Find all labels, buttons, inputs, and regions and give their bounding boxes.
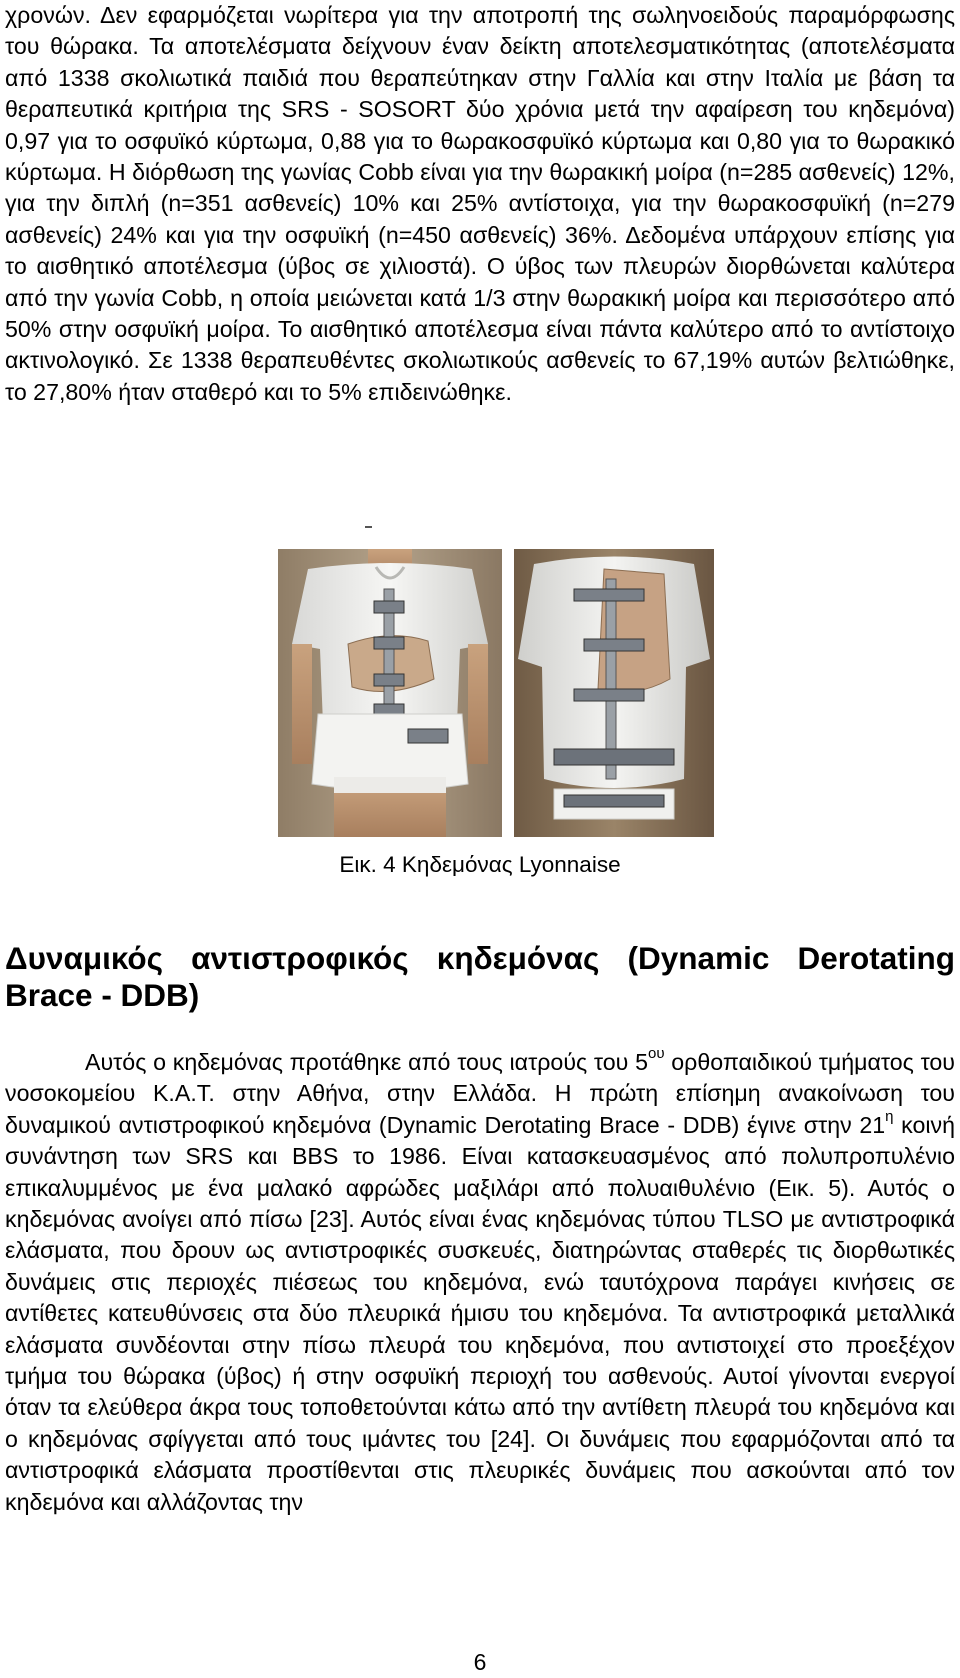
page-number: 6 (473, 1649, 487, 1675)
body-paragraph-lyon-results: χρονών. Δεν εφαρμόζεται νωρίτερα για την αποτροπή της σωληνοειδούς παραμόρφωσης του θώρακα. Τα αποτελέσματα δείχνουν έναν δείκτη αποτελεσματικότητας (αποτελέσματα από 1338 σκολιωτικά παιδιά που θεραπεύτηκαν στην Γαλλία και στην Ιταλία με βάση τα θεραπευτικά κριτήρια της SRS - SOSORT δύο χρόνια μετά την αφαίρεση του κηδεμόνα) 0,97 για το οσφυϊκό κύρτωμα, 0,88 για το θωρακοσφυϊκό κύρτωμα και 0,80 για το θωρακικό κύρτωμα. Η διόρθωση της γωνίας Cobb είναι για την θωρακική μοίρα (n=285 ασθενείς) 12%, για την διπλή (n=351 ασθενείς) 10% και 25% αντίστοιχα, για την θωρακοσφυϊκή (n=279 ασθενείς) 24% και για την οσφυϊκή (n=450 ασθενείς) 36%. Δεδομένα υπάρχουν επίσης για το αισθητικό αποτέλεσμα (ύβος σε χιλιοστά). Ο ύβος των πλευρών διορθώνεται καλύτερα από την γωνία Cobb, η οποία μειώνεται κατά 1/3 στην θωρακική μοίρα και περισσότερο από 50% στην οσφυϊκή μοίρα. Το αισθητικό αποτέλεσμα είναι πάντα καλύτερο από το αντίστοιχο ακτινολογικό. Σε 1338 θεραπευθέντες σκολιωτικούς ασθενείς το 67,19% αυτών βελτιώθηκε, το 27,80% ήταν σταθερό και το 5% επιδεινώθηκε. (5, 2, 955, 405)
ddb-text-part-2: ορθοπαιδικού τμήματος του νοσοκομείου Κ.Α.Τ. στην Αθήνα, στην Ελλάδα. Η πρώτη επίσημη ανακοίνωση του δυναμικού αντιστροφικού κηδεμόνα (Dynamic Derotating Brace - DDB) έγινε στην 21 (5, 1049, 955, 1138)
brace-photo-front (278, 549, 502, 837)
brace-photo-back (514, 549, 714, 837)
stray-dash-mark (365, 526, 372, 528)
ddb-superscript-ordinal-2: η (885, 1107, 894, 1125)
ddb-text-part-3: κοινή συνάντηση των SRS και BBS το 1986. Είναι κατασκευασμένος από πολυπροπυλένιο επικαλυμμένος με ένα μαλακό αφρώδες μαξιλάρι από πολυαιθυλένιο (Εικ. 5). Αυτός ο κηδεμόνας ανοίγει από πίσω [23]. Αυτός είναι ένας κηδεμόνας τύπου TLSO με αντιστροφικά ελάσματα, που δρουν ως αντιστροφικές συσκευές, διατηρώντας σταθερές τις διορθωτικές δυνάμεις στις περιοχές πιέσεως του κηδεμόνα, ενώ ταυτόχρονα παράγει κινήσεις σε αντίθετες κατευθύνσεις στα δύο πλευρικά ήμισυ του κηδεμόνα. Τα αντιστροφικά μεταλλικά ελάσματα συνδέονται στην πίσω πλευρά του κηδεμόνα, που αντιστοιχεί στο προεξέχον τμήμα του θώρακα (ύβος) ή στην οσφυϊκή περιοχή του ασθενούς. Αυτοί γίνονται ενεργοί όταν τα ελεύθερα άκρα τους τοποθετούνται κάτω από την αντίθετη πλευρά του κηδεμόνα και ο κηδεμόνας σφίγγεται από τους ιμάντες του [24]. Οι δυνάμεις που εφαρμόζονται από τα αντιστροφικά ελάσματα προστίθενται στις πλευρικές δυνάμεις που ασκούνται από τον κηδεμόνα και αλλάζοντας την (5, 1111, 956, 1515)
body-paragraph-ddb (5, 1047, 955, 1518)
ddb-text-part-1: Αυτός ο κηδεμόνας προτάθηκε από τους ιατρούς του 5 (85, 1049, 648, 1075)
ddb-superscript-ordinal-1: ου (647, 1045, 665, 1062)
figure-caption: Εικ. 4 Κηδεμόνας Lyonnaise (339, 852, 621, 877)
section-heading-ddb: Δυναμικός αντιστροφικός κηδεμόνας (Dynamic Derotating Brace - DDB) (5, 940, 955, 1013)
